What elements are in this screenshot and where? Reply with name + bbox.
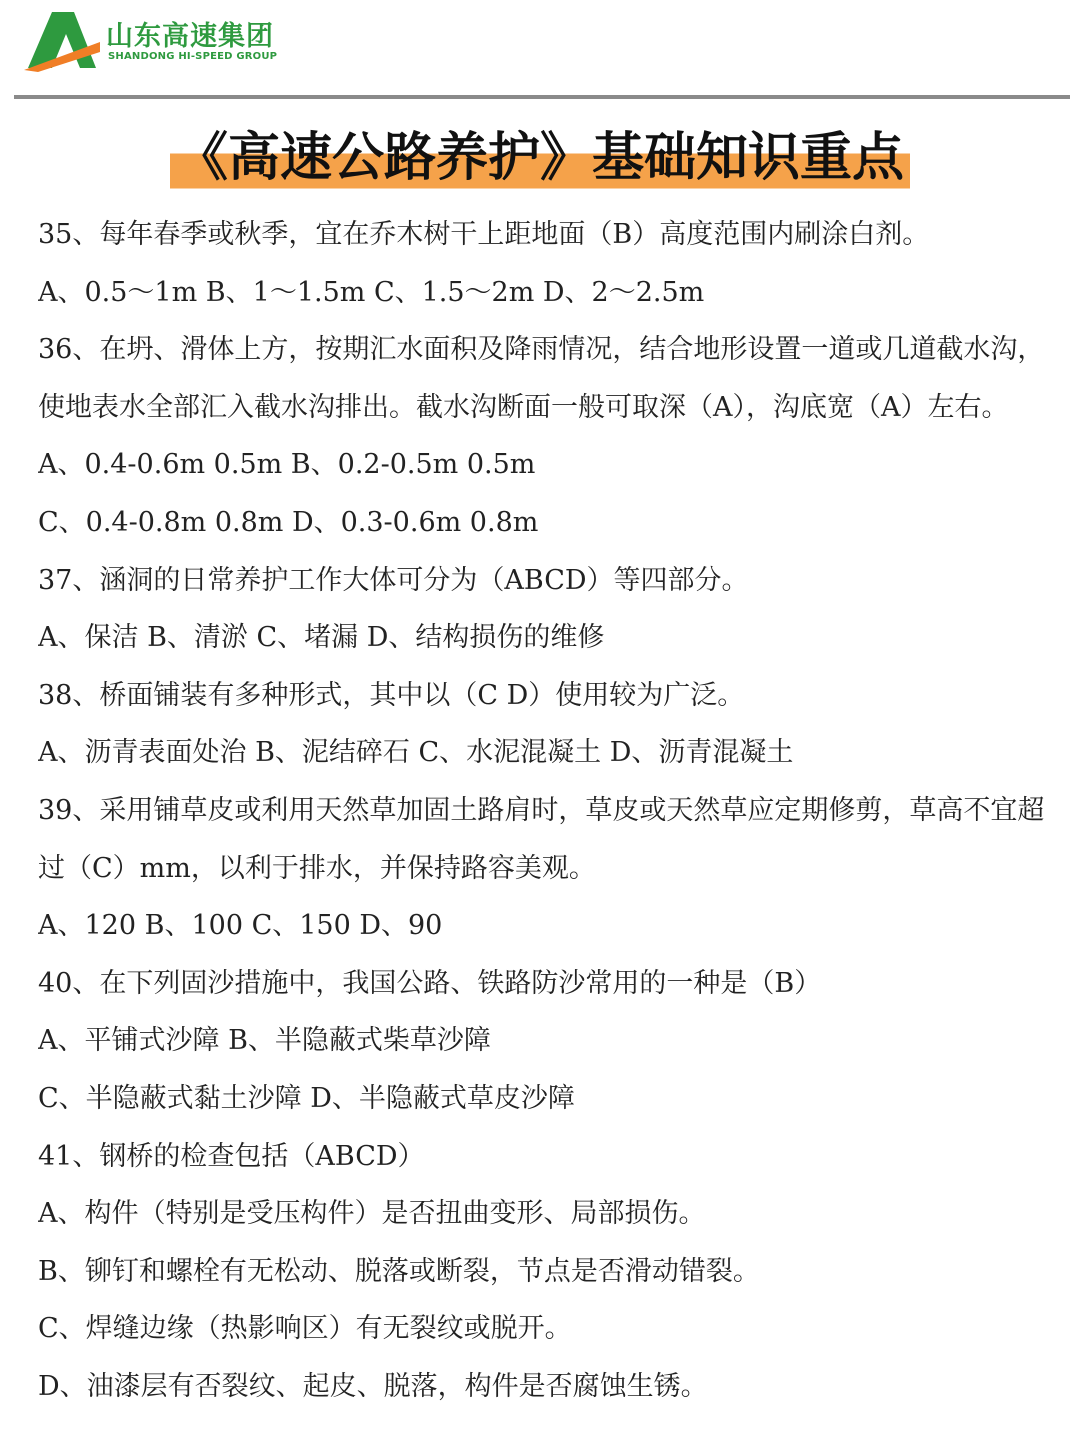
question-37: 37、涵洞的日常养护工作大体可分为（ABCD）等四部分。 <box>38 564 749 596</box>
answer-41-c: C、焊缝边缘（热影响区）有无裂纹或脱开。 <box>38 1313 572 1345</box>
page-title: 《高速公路养护》基础知识重点 <box>170 120 910 196</box>
logo-mark-icon <box>22 8 102 72</box>
options-36-ab: A、0.4-0.6m 0.5m B、0.2-0.5m 0.5m <box>38 449 536 481</box>
question-40: 40、在下列固沙措施中，我国公路、铁路防沙常用的一种是（B） <box>38 967 822 999</box>
options-40-cd: C、半隐蔽式黏土沙障 D、半隐蔽式草皮沙障 <box>38 1082 575 1114</box>
logo-text-cn: 山东高速集团 <box>106 21 274 52</box>
document-body <box>38 206 1062 1415</box>
logo-text-en: SHANDONG HI-SPEED GROUP <box>108 51 278 62</box>
question-38: 38、桥面铺装有多种形式，其中以（C D）使用较为广泛。 <box>38 679 745 711</box>
answer-41-b: B、铆钉和螺栓有无松动、脱落或断裂，节点是否滑动错裂。 <box>38 1255 760 1287</box>
answer-41-d: D、油漆层有否裂纹、起皮、脱落，构件是否腐蚀生锈。 <box>38 1370 708 1402</box>
title-container <box>0 120 1080 200</box>
header <box>0 0 1080 100</box>
options-36-cd: C、0.4-0.8m 0.8m D、0.3-0.6m 0.8m <box>38 506 539 538</box>
header-divider <box>14 95 1070 99</box>
options-35: A、0.5～1m B、1～1.5m C、1.5～2m D、2～2.5m <box>38 276 705 308</box>
options-39: A、120 B、100 C、150 D、90 <box>38 910 443 942</box>
options-37: A、保洁 B、清淤 C、堵漏 D、结构损伤的维修 <box>38 622 605 654</box>
question-36: 36、在坍、滑体上方，按期汇水面积及降雨情况，结合地形设置一道或几道截水沟，使地表水全部汇入截水沟排出。截水沟断面一般可取深（A），沟底宽（A）左右。 <box>38 334 1045 423</box>
options-38: A、沥青表面处治 B、泥结碎石 C、水泥混凝土 D、沥青混凝土 <box>38 737 794 769</box>
options-40-ab: A、平铺式沙障 B、半隐蔽式柴草沙障 <box>38 1025 491 1057</box>
answer-41-a: A、构件（特别是受压构件）是否扭曲变形、局部损伤。 <box>38 1198 706 1230</box>
question-35: 35、每年春季或秋季，宜在乔木树干上距地面（B）高度范围内刷涂白剂。 <box>38 219 930 250</box>
question-39: 39、采用铺草皮或利用天然草加固土路肩时，草皮或天然草应定期修剪，草高不宜超过（C）mm，以利于排水，并保持路容美观。 <box>38 794 1045 884</box>
question-41: 41、钢桥的检查包括（ABCD） <box>38 1140 425 1172</box>
